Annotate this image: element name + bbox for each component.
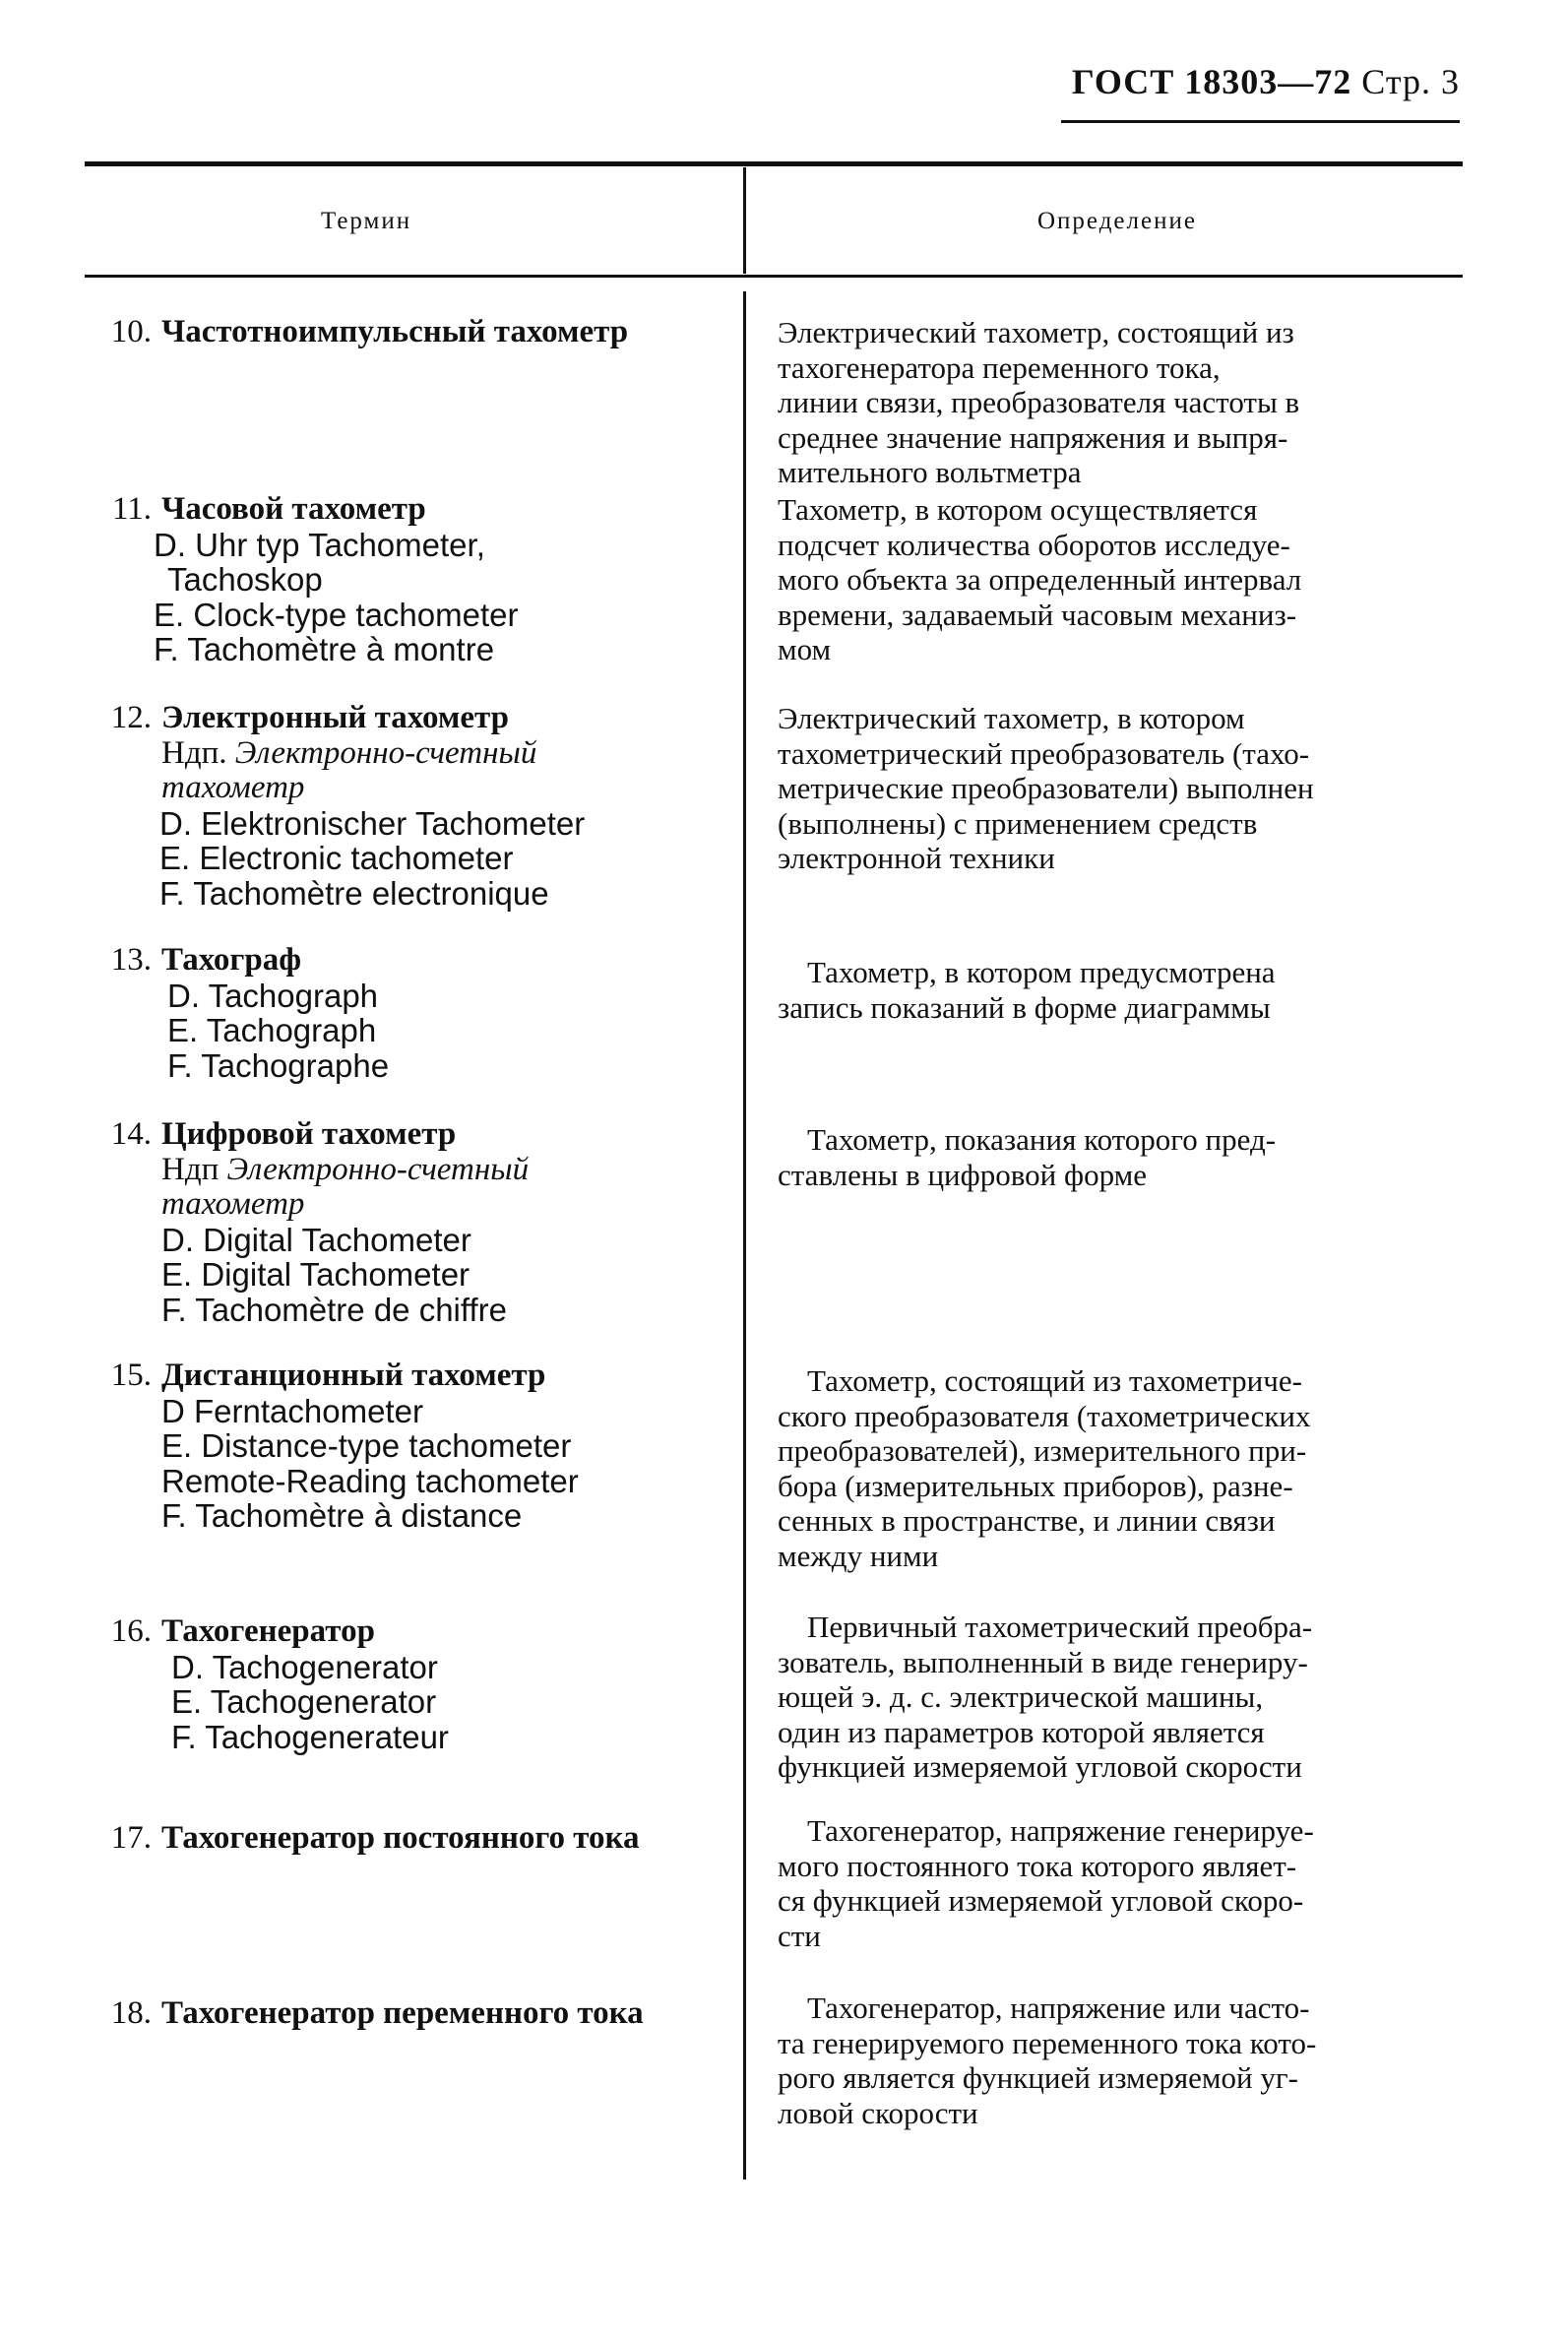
term-entry-10 (91, 315, 730, 350)
term-title: 17. Тахогенератор постоянного тока (110, 1820, 640, 1856)
foreign-term-de: D. Tachogenerator (171, 1648, 438, 1685)
foreign-term-de: D. Uhr typ Tachometer, (154, 526, 485, 563)
page-header (1072, 61, 1460, 102)
deprecated-term-cont: тахометр (161, 770, 305, 805)
term-entry-15 (91, 1359, 730, 1534)
foreign-term-de: D. Digital Tachometer (161, 1221, 471, 1258)
column-header-definition: Определение (1037, 208, 1197, 234)
foreign-term-de-alt: Tachoskop (167, 561, 323, 598)
term-title: 12. Электронный тахометр (110, 700, 509, 735)
term-title: 11. Часовой тахометр (111, 491, 426, 527)
foreign-term-de: D Ferntachometer (161, 1392, 423, 1429)
term-entry-18 (91, 1996, 730, 2032)
foreign-term-en-alt: Remote-Reading tachometer (161, 1462, 579, 1499)
foreign-term-de: D. Tachograph (167, 977, 379, 1014)
body-column-divider (743, 291, 746, 2180)
term-title: 13. Тахограф (110, 942, 302, 978)
header-column-divider (743, 167, 746, 274)
table-header-rule (85, 275, 1463, 278)
definition-13: Тахометр, в котором предусмотрена запись показаний в форме диаграммы (778, 955, 1276, 1025)
deprecated-term-cont: тахометр (161, 1186, 305, 1222)
foreign-term-en: E. Distance-type tachometer (161, 1427, 572, 1464)
term-entry-14 (91, 1117, 730, 1327)
foreign-term-fr: F. Tachogenerateur (171, 1718, 449, 1755)
foreign-term-fr: F. Tachomètre à distance (161, 1497, 523, 1534)
term-entry-12 (91, 701, 730, 911)
foreign-term-en: E. Tachogenerator (171, 1683, 437, 1720)
deprecated-term: Ндп Электронно-счетный (161, 1151, 530, 1187)
definition-18: Тахогенератор, напряжение или часто- та генерируемого переменного тока кото- рого является функцией измеряемой уг- ловой скорости (778, 1990, 1317, 2130)
term-title: 14. Цифровой тахометр (110, 1116, 457, 1152)
foreign-term-de: D. Elektronischer Tachometer (159, 804, 586, 842)
term-title: 18. Тахогенератор переменного тока (110, 1995, 644, 2031)
gost-label: ГОСТ (1071, 62, 1175, 101)
term-entry-11 (91, 492, 730, 667)
term-entry-13 (91, 943, 730, 1083)
foreign-term-fr: F. Tachomètre electronique (159, 874, 549, 912)
column-header-term: Термин (321, 208, 412, 234)
foreign-term-en: E. Digital Tachometer (161, 1256, 470, 1293)
deprecated-term: Ндп. Электронно-счетный (161, 734, 537, 771)
foreign-term-en: E. Clock-type tachometer (154, 596, 519, 633)
term-entry-17 (91, 1821, 730, 1857)
foreign-term-en: E. Tachograph (167, 1012, 377, 1048)
page-number: Стр. 3 (1361, 62, 1460, 101)
foreign-term-fr: F. Tachographe (167, 1046, 390, 1084)
table-top-rule (85, 161, 1463, 166)
foreign-term-fr: F. Tachomètre à montre (154, 631, 495, 667)
header-underline (1061, 120, 1460, 123)
term-title: 15. Дистанционный тахометр (110, 1358, 546, 1393)
term-entry-16 (91, 1614, 730, 1754)
definition-15: Тахометр, состоящий из тахометриче- ского преобразователя (тахометрических преобразователей), измерительного при- бора (измерительных приборов), разне- сенных в пространстве, и линии связи между ними (778, 1363, 1311, 1573)
term-title: 16. Тахогенератор (110, 1613, 375, 1649)
definition-10: Электрический тахометр, состоящий из тахогенератора переменного тока, линии связи, преобразователя частоты в среднее значение напряжения и выпря- мительного вольтметра (778, 315, 1300, 489)
definition-14: Тахометр, показания которого пред- ставлены в цифровой форме (778, 1122, 1277, 1192)
definition-12: Электрический тахометр, в котором тахометрический преобразователь (тахо- метрические преобразователи) выполнен (выполнены) с применением средств электронной техники (778, 701, 1314, 875)
term-title: 10. Частотноимпульсный тахометр (110, 314, 629, 349)
definition-16: Первичный тахометрический преобра- зователь, выполненный в виде генериру- ющей э. д. с. электрической машины, один из параметров которой является функцией измеряемой угловой скорости (778, 1610, 1313, 1784)
foreign-term-en: E. Electronic tachometer (159, 840, 514, 876)
standard-number: 18303—72 (1184, 62, 1352, 101)
foreign-term-fr: F. Tachomètre de chiffre (161, 1291, 507, 1328)
definition-11: Тахометр, в котором осуществляется подсчет количества оборотов исследуе- мого объекта за определенный интервал времени, задаваемый часовым механиз- мом (778, 492, 1302, 666)
definition-17: Тахогенератор, напряжение генерируе- мого постоянного тока которого являет- ся функцией измеряемой угловой скоро- сти (778, 1813, 1314, 1953)
